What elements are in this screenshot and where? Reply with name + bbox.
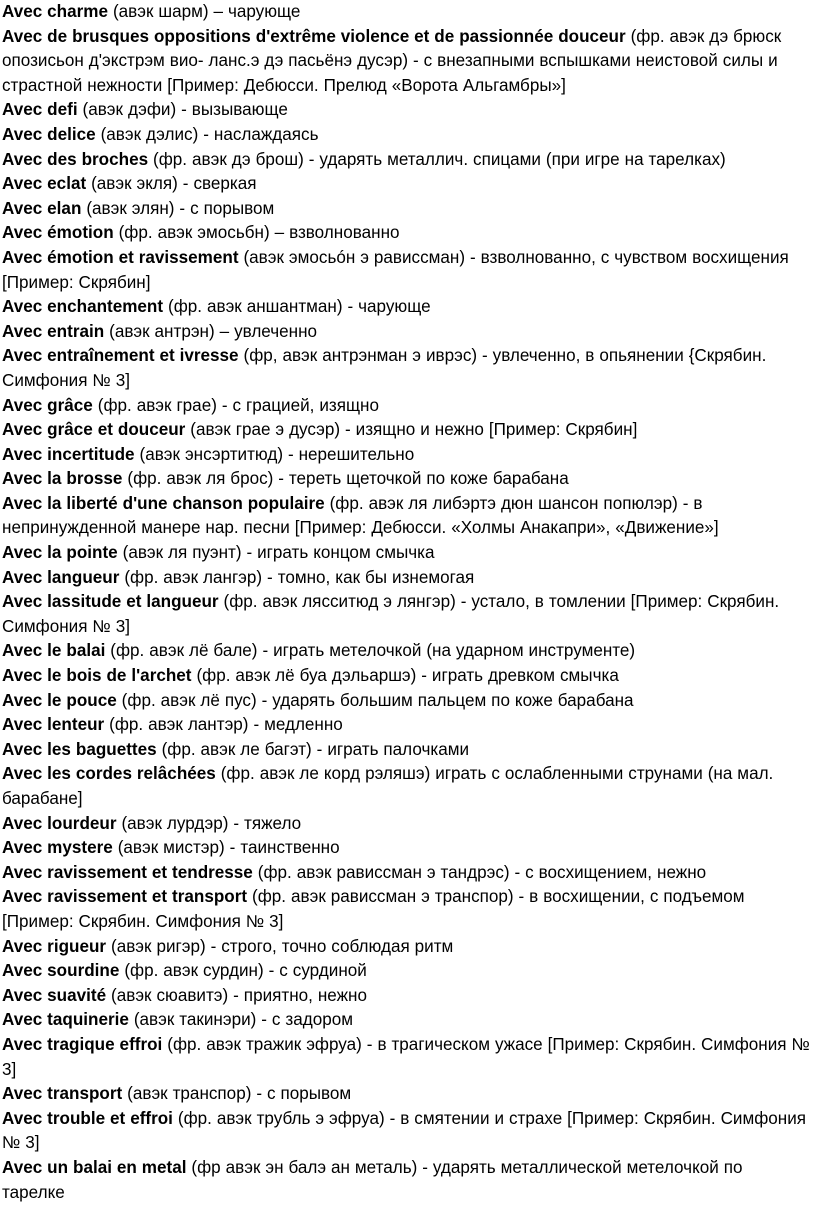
glossary-entry [2,566,810,591]
glossary-entry [2,1082,810,1107]
entry-term: Avec enchantement [2,297,164,317]
entry-definition: (фр. авэк рависсман э тандрэс) - с восхищением, нежно [252,862,707,882]
entry-term: Avec taquinerie [2,1010,129,1030]
glossary-entry [2,344,810,393]
entry-definition: (фр. авэк тражик эфруа) - в трагическом ужасе [Пример: Скрябин. Симфония № 3] [2,1034,810,1079]
glossary-entry [2,1008,810,1033]
entry-term: Avec eclat [2,174,87,194]
entry-definition: (фр. авэк ле корд рэляшэ) играть с ослабленными струнами (на мал. барабане] [2,764,774,808]
glossary-entry [2,984,810,1009]
glossary-entry [2,0,810,25]
entry-definition: (авэк экля) - сверкая [86,174,257,194]
entry-definition: (авэк транспор) - с порывом [122,1084,352,1104]
entry-term: Avec entrain [2,321,105,341]
glossary-entry [2,812,810,837]
entry-term: Avec grâce et douceur [2,420,186,440]
entry-term: Avec le bois de l'archet [2,666,192,686]
glossary-entry [2,492,810,541]
entry-term: Avec lassitude et langueur [2,592,219,612]
entry-term: Avec des broches [2,149,149,169]
entry-definition: (авэк мистэр) - таинственно [112,838,340,858]
glossary-entry [2,246,810,295]
entry-term: Avec trouble et effroi [2,1108,173,1128]
glossary-entry [2,221,810,246]
glossary-entry [2,590,810,639]
entry-definition: (авэк эмосьóн э рависсман) - взволнованно, с чувством восхищения [Пример: Скрябин] [2,247,789,292]
glossary-entry [2,443,810,468]
entry-definition: (фр. авэк лё бале) - играть метелочкой (на ударном инструменте) [105,641,636,661]
entry-definition: (фр. авэк лё буа дэльаршэ) - играть древком смычка [191,666,619,686]
entry-definition: (авэк грае э дусэр) - изящно и нежно [Пример: Скрябин] [185,420,638,440]
entry-definition: (фр. авэк лё пус) - ударять большим пальцем по коже барабана [116,690,634,710]
entry-definition: (авэк такинэри) - с задором [128,1010,354,1030]
entry-term: Avec rigueur [2,936,107,956]
glossary-entry [2,197,810,222]
entry-term: Avec incertitude [2,444,135,464]
entry-term: Avec sourdine [2,961,120,981]
glossary-entry [2,98,810,123]
glossary-entry [2,1156,810,1205]
glossary-entry [2,172,810,197]
entry-term: Avec le pouce [2,690,117,710]
entry-term: Avec lenteur [2,715,105,735]
entry-definition: (фр. авэк лангэр) - томно, как бы изнемогая [119,567,475,587]
entry-definition: (фр. авэк лантэр) - медленно [104,715,343,735]
glossary-entry [2,541,810,566]
entry-definition: (фр. авэк лясситюд э лянгэр) - устало, в томлении [Пример: Скрябин. Симфония № 3] [2,592,780,636]
glossary-entry [2,123,810,148]
entry-term: Avec entraînement et ivresse [2,346,239,366]
entry-definition: (авэк шарм) – чарующе [108,2,301,21]
glossary-entry [2,861,810,886]
glossary-entry [2,935,810,960]
entry-definition: (фр. авэк сурдин) - с сурдиной [119,961,367,981]
entry-term: Avec lourdeur [2,813,117,833]
entry-term: Avec les baguettes [2,739,157,759]
glossary-entry [2,148,810,173]
glossary-entry [2,467,810,492]
entry-term: Avec langueur [2,567,120,587]
entry-term: Avec mystere [2,838,113,858]
glossary-entry [2,639,810,664]
entry-definition: (фр. авэк ля либэртэ дюн шансон попюлэр) - в непринужденной манере нар. песни [Пример: Дебюсси. «Холмы Анакапри», «Движение»] [2,493,719,538]
entry-definition: (фр. авэк ля брос) - тереть щеточкой по коже барабана [122,469,569,489]
glossary-entry [2,1107,810,1156]
entry-term: Avec delice [2,124,96,144]
glossary-entry [2,664,810,689]
glossary-entry [2,836,810,861]
glossary-entry [2,25,810,99]
entry-term: Avec émotion [2,223,114,243]
glossary-entry [2,394,810,419]
entry-definition: (авэк ля пуэнт) - играть концом смычка [117,543,435,563]
entry-term: Avec ravissement et tendresse [2,862,253,882]
entry-term: Avec charme [2,2,108,21]
entry-definition: (авэк лурдэр) - тяжело [116,813,302,833]
entry-term: Avec les cordes relâchées [2,764,216,784]
entry-term: Avec le balai [2,641,106,661]
entry-term: Avec defi [2,100,78,120]
entry-term: Avec la pointe [2,543,118,563]
entry-definition: (авэк дэфи) - вызывающе [77,100,288,120]
glossary-entry [2,295,810,320]
entry-term: Avec de brusques oppositions d'extrême violence et de passionnée douceur [2,26,626,46]
entry-term: Avec émotion et ravissement [2,247,239,267]
entry-definition: (фр, авэк антрэнман э иврэс) - увлеченно, в опьянении {Скрябин. Симфония № 3] [2,346,767,390]
glossary-entry [2,1033,810,1082]
entry-term: Avec un balai en metal [2,1157,187,1177]
entry-definition: (фр. авэк ле багэт) - играть палочками [156,739,470,759]
entry-term: Avec elan [2,198,82,218]
glossary-entry [2,689,810,714]
entry-term: Avec la brosse [2,469,123,489]
entry-term: Avec ravissement et transport [2,887,248,907]
glossary-entry [2,959,810,984]
entry-definition: (авэк элян) - с порывом [81,198,275,218]
entry-definition: (фр. авэк дэ брюск опозисьон д'экстрэм вио- ланс.э дэ пасьёнэ дусэр) - с внезапными вспышками неистовой силы и страстной нежности [Пример: Дебюсси. Прелюд «Ворота Альгамбры»] [2,26,782,95]
entry-definition: (фр. авэк рависсман э транспор) - в восхищении, с подъемом [Пример: Скрябин. Симфония № 3] [2,887,745,931]
glossary-entry [2,738,810,763]
entry-definition: (авэк дэлис) - наслаждаясь [95,124,319,144]
entry-definition: (фр авэк эн балэ ан металь) - ударять металлической метелочкой по тарелке [2,1157,743,1202]
entry-term: Avec transport [2,1084,123,1104]
entry-term: Avec suavité [2,985,107,1005]
entry-definition: (фр. авэк дэ брош) - ударять металлич. спицами (при игре на тарелках) [148,149,726,169]
entry-definition: (авэк энсэртитюд) - нерешительно [134,444,415,464]
entry-term: Avec grâce [2,395,93,415]
glossary-entry [2,885,810,934]
glossary-entry [2,713,810,738]
entry-definition: (авэк антрэн) – увлеченно [104,321,318,341]
entry-definition: (авэк ригэр) - строго, точно соблюдая ритм [106,936,454,956]
entry-definition: (фр. авэк аншантман) - чарующе [163,297,431,317]
entry-term: Avec tragique effroi [2,1034,163,1054]
entry-definition: (фр. авэк трубль э эфруа) - в смятении и страхе [Пример: Скрябин. Симфония № 3] [2,1108,807,1153]
entry-definition: (авэк сюавитэ) - приятно, нежно [106,985,367,1005]
entry-definition: (фр. авэк грае) - с грацией, изящно [92,395,379,415]
entry-term: Avec la liberté d'une chanson populaire [2,493,325,513]
glossary-entry [2,320,810,345]
glossary-entry [2,762,810,811]
glossary-entry [2,418,810,443]
entry-definition: (фр. авэк эмосьбн) – взволнованно [113,223,400,243]
